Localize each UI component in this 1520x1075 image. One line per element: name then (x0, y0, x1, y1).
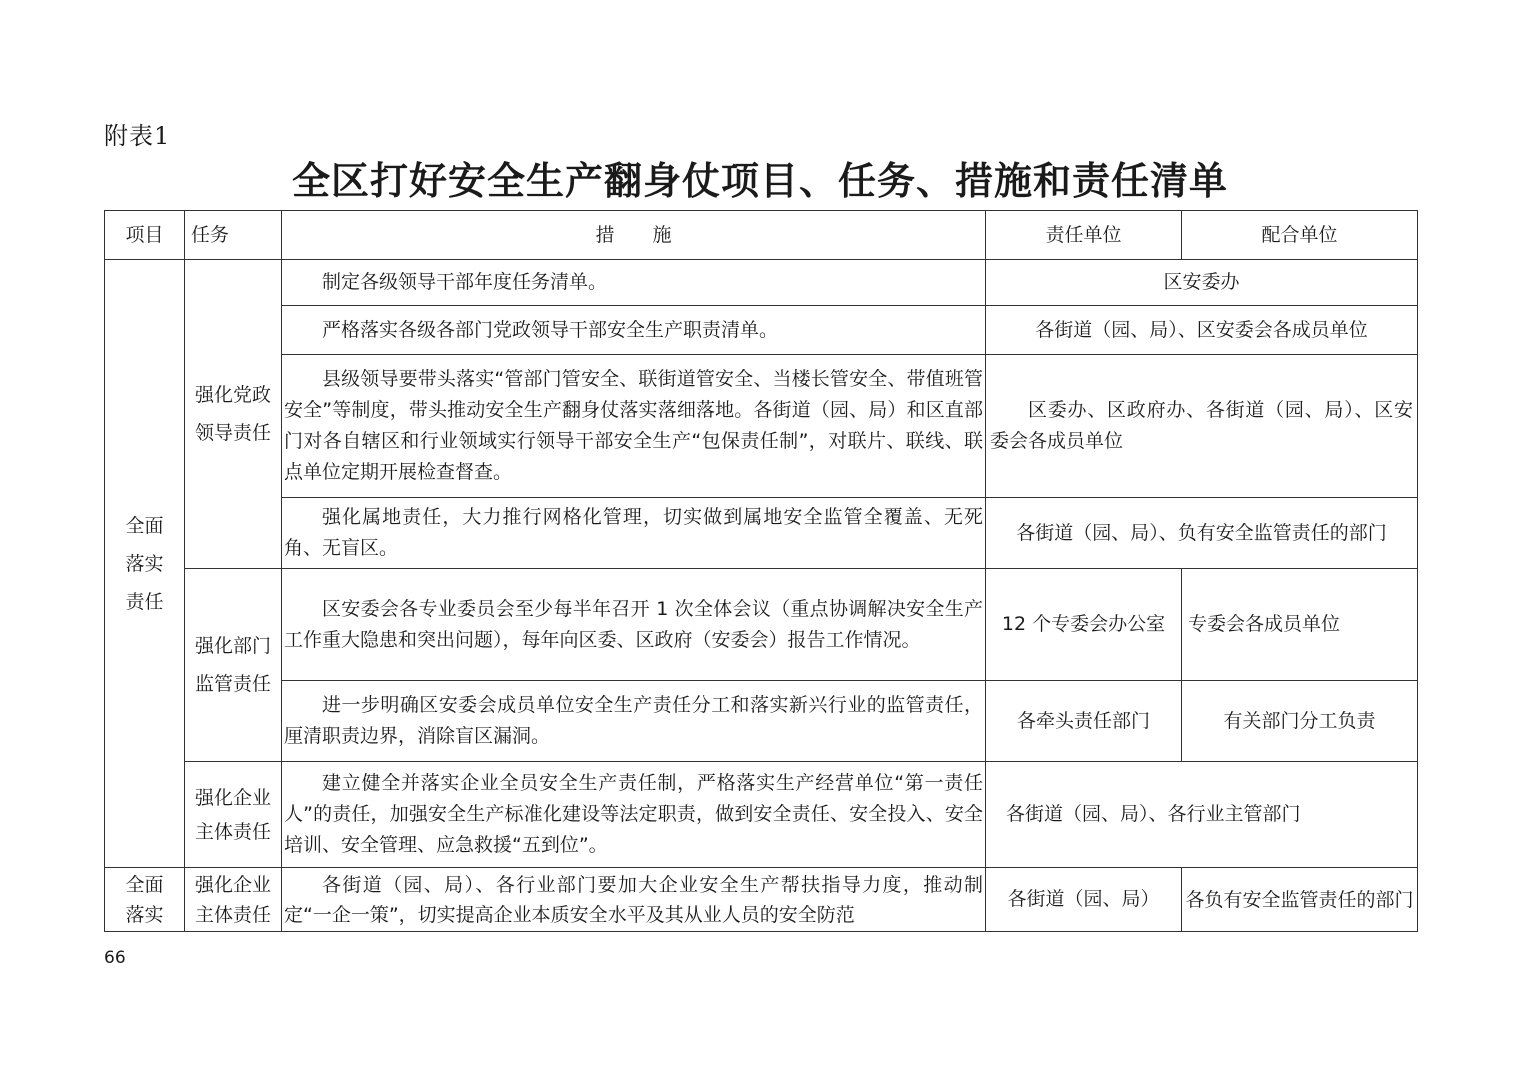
task-cell (185, 762, 282, 868)
measure-cell: 强化属地责任，大力推行网格化管理，切实做到属地安全监管全覆盖、无死角、无盲区。 (282, 498, 986, 569)
responsible-cell: 各街道（园、局）、负有安全监管责任的部门 (986, 498, 1418, 569)
table-row (105, 868, 1418, 932)
responsible-cell: 区委办、区政府办、各街道（园、局）、区安委会各成员单位 (986, 355, 1418, 498)
table-header-row (105, 211, 1418, 260)
measure-cell: 制定各级领导干部年度任务清单。 (282, 260, 986, 306)
measure-cell: 县级领导要带头落实“管部门管安全、联街道管安全、当楼长管安全、带值班管安全”等制度，带头推动安全生产翻身仗落实落细落地。各街道（园、局）和区直部门对各自辖区和行业领域实行领导干部安全生产“包保责任制”，对联片、联线、联点单位定期开展检查督查。 (282, 355, 986, 498)
responsible-cell: 各街道（园、局）、区安委会各成员单位 (986, 306, 1418, 355)
responsibility-table (104, 210, 1418, 932)
cooperating-cell: 专委会各成员单位 (1182, 569, 1418, 681)
table-row (105, 498, 1418, 569)
table-row (105, 306, 1418, 355)
cooperating-cell: 有关部门分工负责 (1182, 681, 1418, 762)
measure-cell: 区安委会各专业委员会至少每半年召开 1 次全体会议（重点协调解决安全生产工作重大隐患和突出问题），每年向区委、区政府（安委会）报告工作情况。 (282, 569, 986, 681)
responsible-cell: 各牵头责任部门 (986, 681, 1182, 762)
task-cell (185, 569, 282, 762)
table-row (105, 762, 1418, 868)
document-title: 全区打好安全生产翻身仗项目、任务、措施和责任清单 (291, 158, 1228, 203)
measure-cell: 进一步明确区安委会成员单位安全生产责任分工和落实新兴行业的监管责任，厘清职责边界，消除盲区漏洞。 (282, 681, 986, 762)
task-label: 强化企业主体责任 (194, 873, 271, 926)
responsible-cell: 各街道（园、局）、各行业主管部门 (986, 762, 1418, 868)
page-number: 66 (104, 948, 126, 968)
project-label: 全面落实 (125, 873, 164, 926)
task-cell (185, 868, 282, 932)
measure-cell: 各街道（园、局）、各行业部门要加大企业安全生产帮扶指导力度，推动制定“一企一策”，切实提高企业本质安全水平及其从业人员的安全防范 (282, 868, 986, 932)
task-label: 强化企业主体责任 (194, 786, 271, 843)
project-label: 全面落实责任 (125, 514, 164, 613)
responsible-cell: 区安委办 (986, 260, 1418, 306)
header-task: 任务 (185, 211, 282, 260)
table-row (105, 681, 1418, 762)
header-cooperating: 配合单位 (1182, 211, 1418, 260)
header-responsible: 责任单位 (986, 211, 1182, 260)
header-measure: 措 施 (282, 211, 986, 260)
header-project: 项目 (105, 211, 185, 260)
cooperating-cell: 各负有安全监管责任的部门 (1182, 868, 1418, 932)
measure-cell: 严格落实各级各部门党政领导干部安全生产职责清单。 (282, 306, 986, 355)
project-cell (105, 868, 185, 932)
table-row (105, 569, 1418, 681)
table-row (105, 355, 1418, 498)
responsible-cell: 各街道（园、局） (986, 868, 1182, 932)
project-cell (105, 260, 185, 868)
task-label: 强化部门监管责任 (194, 635, 271, 695)
table-row (105, 260, 1418, 306)
task-label: 强化党政领导责任 (194, 384, 271, 444)
measure-cell: 建立健全并落实企业全员安全生产责任制，严格落实生产经营单位“第一责任人”的责任，加强安全生产标准化建设等法定职责，做到安全责任、安全投入、安全培训、安全管理、应急救援“五到位”。 (282, 762, 986, 868)
annex-label: 附表1 (104, 122, 171, 150)
task-cell (185, 260, 282, 569)
responsible-cell: 12 个专委会办公室 (986, 569, 1182, 681)
